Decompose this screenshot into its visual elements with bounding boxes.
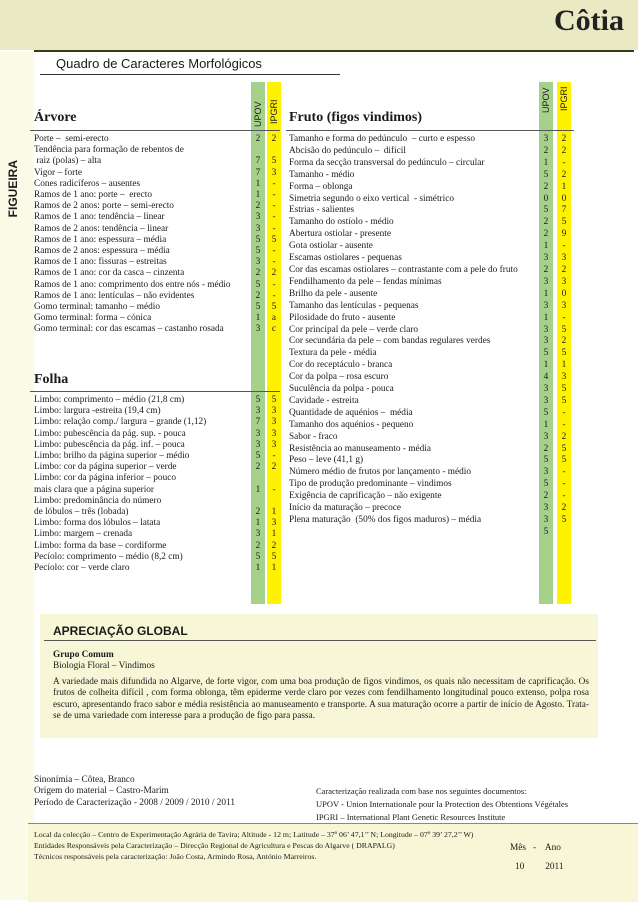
origem: Origem do material – Castro-Marim [34,786,169,797]
folha-upov-values: 5 3 7 3 3 5 2 1 2 1 3 2 5 1 [255,395,261,574]
fruto-heading: Fruto (figos vindimos) [289,110,422,125]
arvore-list: Porte – semi-erecto Tendência para formação de rebentos de raiz (polas) – alta Vigor – forte Cones radicíferos – ausentes Ramos de 1 ano: porte – erecto Ramos de 2 anos: porte – semi-erecto Ramos de 1 ano: tendência – linear Ramos de 2 anos: tendência – linear Ramos de 1 ano: espessura – média Ramos de 2 anos: espessura – média Ramos de 1 ano: fissuras – estreitas Ramos de 1 ano: cor da casca – cinzenta Ramos de 1 ano: comprimento dos entre nós - médio Ramos de 1 ano: lentículas – não evidentes Gomo terminal: tamanho – médio Gomo terminal: forma – cónica Gomo terminal: cor das escamas – castanho rosada [34,134,231,335]
apreciacao-text: A variedade mais difundida no Algarve, de forte vigor, com uma boa produção de figos vindimos, os quais não necessitam de caprificação. Os frutos de colheita difícil , com forma oblonga, têm epiderme verde claro por vezes com fendilhamento longitudinal pouco extenso, polpa rosa escuro, apresentando fraco sabor e média resistência ao manuseamento e transporte. A sua maturação ocorre a partir de início de Agosto. Trata-se de uma variedade com interesse para a produção de figo para passa. [53,677,589,721]
arvore-ipgri-values: 2 5 3 - - - - - 5 - - 2 - - 5 a c [271,134,277,335]
entidades: Entidades Responsáveis pela Caracterização – Direcção Regional de Agricultura e Pescas do Algarve ( DRAPALG) [34,841,395,850]
page-title: Côtia [554,4,624,37]
tecnicos: Técnicos responsáveis pela caracterização: João Costa, Armindo Rosa, António Marreiros. [34,852,317,861]
fruto-list: Tamanho e forma do pedúnculo – curto e espesso Abcisão do pedúnculo – difícil Forma da secção transversal do pedúnculo – circular Tamanho - médio Forma – oblonga Simetria segundo o eixo vertical - simétrico Estrias - salientes Tamanho do ostíolo - médio Abertura ostiolar - presente Gota ostiolar - ausente Escamas ostiolares - pequenas Cor das escamas ostiolares – contrastante com a pele do fruto Fendilhamento da pele – fendas mínimas Brilho da pele - ausente Tamanho das lentículas - pequenas Pilosidade do fruto - ausente Cor principal da pele – verde claro Cor secundária da pele – com bandas regulares verdes Textura da pele - média Cor do receptáculo - branca Cor da polpa – rosa escuro Suculência da polpa - pouca Cavidade - estreita Quantidade de aquénios – média Tamanho dos aquénios - pequeno Sabor - fraco Resistência ao manuseamento - média Peso – leve (41,1 g) Número médio de frutos por lançamento - médio Tipo de produção predominante – vindimos Exigência de caprificação – não exigente Início da maturação – precoce Plena maturação (50% dos figos maduros) – média [289,134,518,525]
arvore-divider [30,130,280,131]
periodo: Período de Caracterização - 2008 / 2009 / 2010 / 2011 [34,797,236,808]
sinonimia: Sinonímia – Côtea, Branco [34,775,135,785]
docs-title: Caracterização realizada com base nos seguintes documentos: [316,786,527,796]
panel-title: Quadro de Caracteres Morfológicos [56,56,262,71]
docs-block [316,785,568,824]
footer-divider [28,823,638,824]
panel-title-underline [40,74,340,75]
folha-divider [30,391,280,392]
grupo-comum [53,650,155,672]
upov-doc: UPOV - Union Internationale pour la Protection des Obtentions Végétales [316,799,569,809]
folha-ipgri-values: 5 3 3 3 3 - 2 - 1 3 1 2 5 1 [271,395,277,574]
fruto-upov-values: 3 2 1 5 2 0 5 2 2 1 3 2 3 1 3 1 3 3 5 1 4 3 3 5 1 3 2 5 3 5 2 3 3 5 [543,134,549,537]
folha-list: Limbo: comprimento – médio (21,8 cm) Limbo: largura -estreita (19,4 cm) Limbo: relação comp./ largura – grande (1,12) Limbo: pubescência da pág. sup. - pouca Limbo: pubescência da pág. inf. – pouca Limbo: brilho da página superior – médio Limbo: cor da página superior – verde Limbo: cor da página inferior – pouco mais clara que a página superior Limbo: predominância do número de lóbulos – três (lobada) Limbo: forma dos lóbulos – latata Limbo: margem – crenada Limbo: forma da base – cordiforme Pecíolo: comprimento – médio (8,2 cm) Pecíolo: cor – verde claro [34,395,207,574]
info-block [34,775,235,809]
arvore-heading: Árvore [34,110,77,125]
mes-ano-label: Mês - Ano [510,843,561,853]
header-bar [0,0,638,50]
header-divider [34,50,634,52]
upov-header-left: UPOV [253,101,263,127]
grupo-value: Biologia Floral – Vindimos [53,661,155,671]
folha-heading: Folha [34,372,69,387]
grupo-label: Grupo Comum [53,650,114,660]
apreciacao-divider [44,640,596,641]
fruto-ipgri-values: 2 2 - 2 1 0 7 5 9 - 3 2 3 0 3 - 5 2 5 1 3 5 5 - - 2 5 5 - - - 2 5 [561,134,567,525]
ipgri-header-right: IPGRI [559,86,569,111]
local-colecao: Local da colecção – Centro de Experimentação Agrária de Tavira; Altitude - 12 m; Latitude – 37º 06’ 47,1’’ N; Longitude – 07º 39’ 27,2’’ W) [34,830,474,839]
mes-ano-value: 10 2011 [515,862,564,872]
side-label: FIGUEIRA [6,160,20,218]
fruto-divider [286,130,574,131]
ipgri-doc: IPGRI – International Plant Genetic Resources Institute [316,812,506,822]
apreciacao-title: APRECIAÇÃO GLOBAL [53,624,188,638]
ipgri-header-left: IPGRI [269,99,279,124]
upov-header-right: UPOV [541,87,551,113]
footer-text [34,829,473,862]
arvore-upov-values: 2 7 7 1 1 2 3 3 5 5 3 2 5 2 5 1 3 [255,134,261,335]
